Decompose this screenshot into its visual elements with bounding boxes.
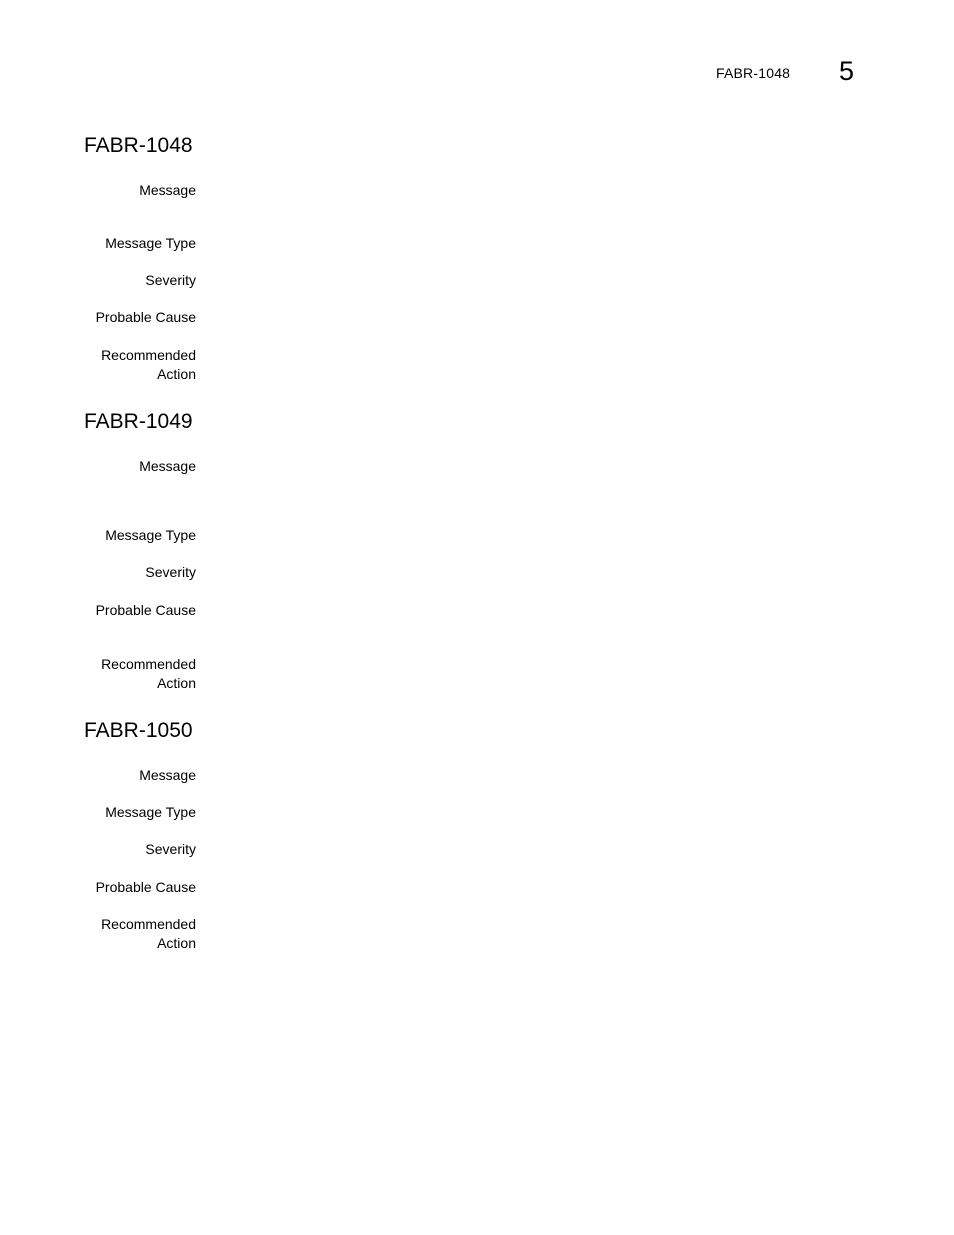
field-label-message: Message bbox=[139, 458, 196, 474]
field-label-message: Message bbox=[139, 182, 196, 198]
field-label-severity: Severity bbox=[145, 841, 196, 857]
field-label-severity: Severity bbox=[145, 272, 196, 288]
field-label-message-type: Message Type bbox=[105, 235, 196, 251]
field-label-recommended-action: Recommended Action bbox=[101, 656, 196, 691]
field-label-recommended-action: Recommended Action bbox=[101, 916, 196, 951]
running-header-chapter-number: 5 bbox=[839, 56, 855, 86]
field-label-probable-cause: Probable Cause bbox=[95, 879, 196, 895]
field-label-message-type: Message Type bbox=[105, 527, 196, 543]
entry-title: FABR-1048 bbox=[84, 134, 193, 157]
field-label-probable-cause: Probable Cause bbox=[95, 309, 196, 325]
field-label-probable-cause: Probable Cause bbox=[95, 602, 196, 618]
field-label-message-type: Message Type bbox=[105, 804, 196, 820]
entry-title: FABR-1050 bbox=[84, 719, 193, 742]
running-header-section: FABR-1048 bbox=[716, 65, 791, 81]
field-label-severity: Severity bbox=[145, 564, 196, 580]
entry-title: FABR-1049 bbox=[84, 410, 193, 433]
field-label-message: Message bbox=[139, 767, 196, 783]
field-label-recommended-action: Recommended Action bbox=[101, 347, 196, 382]
page-header bbox=[0, 0, 954, 100]
